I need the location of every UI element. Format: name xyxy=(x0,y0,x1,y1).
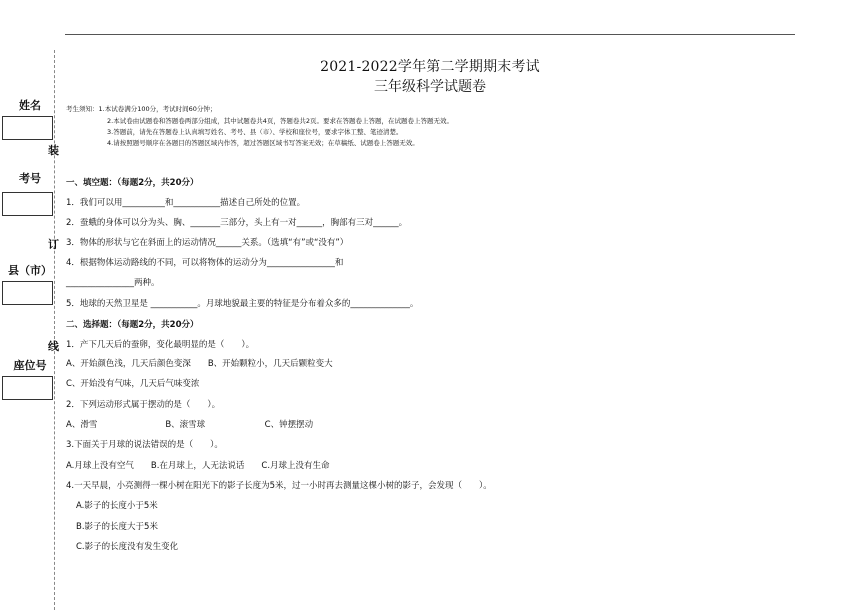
option-line: A.影子的长度小于5米 xyxy=(76,501,158,511)
exam-subtitle: 三年级科学试题卷 xyxy=(374,79,486,95)
question-line: 3．物体的形状与它在斜面上的运动情况______关系。（选填“有”或“没有”） xyxy=(66,238,349,248)
question-line: 2．下列运动形式属于摆动的是（ ）。 xyxy=(66,400,221,410)
option-line: A、开始颜色浅，几天后颜色变深 B、开始颗粒小，几天后颗粒变大 xyxy=(66,359,333,369)
question-line: 2．蚕蛾的身体可以分为头、胸、_______三部分，头上有一对______，胸部有三对______。 xyxy=(66,218,408,228)
notice-line: 4.请按照题号顺序在各题目的答题区域内作答，超过答题区域书写答案无效；在草稿纸、试题卷上答题无效。 xyxy=(107,139,419,147)
option-line: C.影子的长度没有发生变化 xyxy=(76,542,179,552)
notice-line: 2.本试卷由试题卷和答题卷两部分组成，其中试题卷共4页，答题卷共2页。要求在答题卷上答题，在试题卷上答题无效。 xyxy=(107,117,453,125)
exam-no-label: 考号 xyxy=(19,172,41,185)
binding-line xyxy=(54,50,55,610)
section-heading-choice: 二、选择题：（每题2分，共20分） xyxy=(66,320,199,330)
section-heading-fill-blank: 一、填空题：（每题2分，共20分） xyxy=(66,178,199,188)
question-line: 1．我们可以用__________和___________描述自己所处的位置。 xyxy=(66,198,306,208)
name-box[interactable] xyxy=(2,116,53,140)
option-line: A、滑雪 B、滚雪球 C、钟摆摆动 xyxy=(66,420,314,430)
option-line: C、开始没有气味，几天后气味变浓 xyxy=(66,379,200,389)
top-rule xyxy=(65,34,795,35)
question-line: 3.下面关于月球的说法错误的是（ ）。 xyxy=(66,440,223,450)
binding-mark-xian: 线 xyxy=(48,340,59,353)
notice-line: 考生须知：1.本试卷满分100分，考试时间60分钟； xyxy=(66,105,217,113)
notice-line: 3.答题前，请先在答题卷上认真填写姓名、考号、县（市）、学校和座位号，要求字体工整、笔迹清楚。 xyxy=(107,128,403,136)
binding-mark-ding: 订 xyxy=(48,238,59,251)
option-line: B.影子的长度大于5米 xyxy=(76,522,158,532)
exam-no-box[interactable] xyxy=(2,192,53,216)
binding-mark-zhuang: 装 xyxy=(48,144,59,157)
question-line: 1．产下几天后的蚕卵，变化最明显的是（ ）。 xyxy=(66,340,255,350)
option-line: A.月球上没有空气 B.在月球上，人无法说话 C.月球上没有生命 xyxy=(66,461,330,471)
question-line: ________________两种。 xyxy=(66,278,160,288)
exam-title: 2021-2022学年第二学期期末考试 xyxy=(320,59,540,75)
question-line: 5．地球的天然卫星是 ___________。月球地貌最主要的特征是分布着众多的______________。 xyxy=(66,299,419,309)
county-box[interactable] xyxy=(2,281,53,305)
seat-label: 座位号 xyxy=(13,359,47,372)
county-label: 县（市） xyxy=(8,264,52,277)
question-line: 4．根据物体运动路线的不同，可以将物体的运动分为________________和 xyxy=(66,258,344,268)
question-line: 4.一天早晨，小亮测得一棵小树在阳光下的影子长度为5米，过一小时再去测量这棵小树的影子，会发现（ ）。 xyxy=(66,481,492,491)
seat-box[interactable] xyxy=(2,376,53,400)
name-label: 姓名 xyxy=(19,99,41,112)
